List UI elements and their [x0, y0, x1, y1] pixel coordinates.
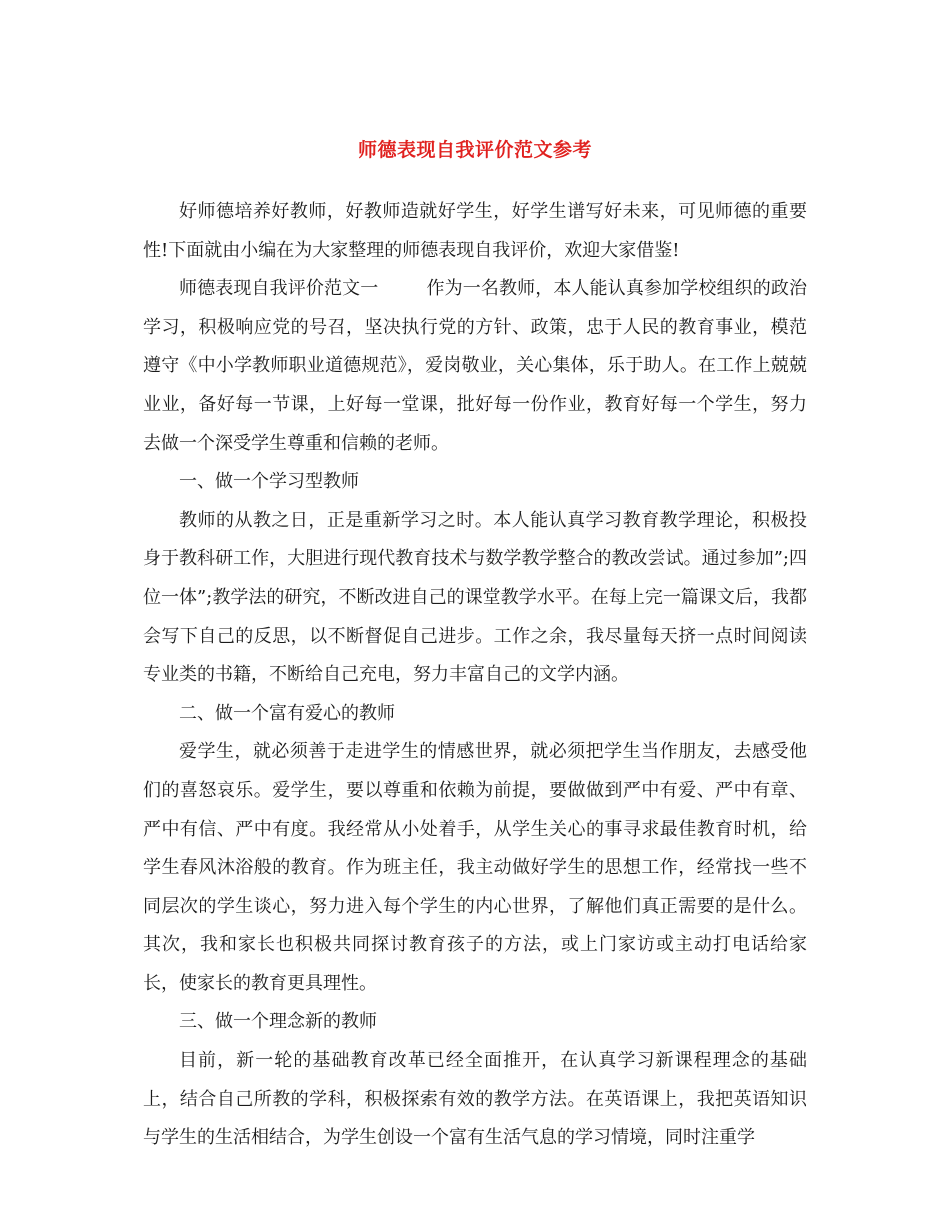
paragraph-text: 好师德培养好教师，好教师造就好学生，好学生谱写好未来，可见师德的重要性!下面就由小编在为大家整理的师德表现自我评价，欢迎大家借鉴! [143, 201, 807, 261]
paragraph-sample-one [143, 270, 807, 463]
heading-text: 二、做一个富有爱心的教师 [179, 702, 395, 724]
section-heading-2 [143, 695, 807, 734]
paragraph-text: 教师的从教之日，正是重新学习之时。本人能认真学习教育教学理论，积极投身于教科研工作，大胆进行现代教育技术与数学教学整合的教改尝试。通过参加”;四位一体”;教学法的研究，不断改进自己的课堂教学水平。在每上完一篇课文后，我都会写下自己的反思，以不断督促自己进步。工作之余，我尽量每天挤一点时间阅读专业类的书籍，不断给自己充电，努力丰富自己的文学内涵。 [143, 509, 807, 686]
heading-text: 三、做一个理念新的教师 [179, 1011, 377, 1033]
section-lead: 师德表现自我评价范文一 [179, 278, 379, 300]
paragraph-concept [143, 1042, 807, 1158]
paragraph-text: 目前，新一轮的基础教育改革已经全面推开，在认真学习新课程理念的基础上，结合自己所教的学科，积极探索有效的教学方法。在英语课上，我把英语知识与学生的生活相结合，为学生创设一个富有生活气息的学习情境，同时注重学 [143, 1050, 807, 1149]
section-heading-3 [143, 1003, 807, 1042]
section-heading-1 [143, 463, 807, 502]
heading-text: 一、做一个学习型教师 [179, 471, 359, 493]
paragraph-text: 作为一名教师，本人能认真参加学校组织的政治学习，积极响应党的号召，坚决执行党的方针、政策，忠于人民的教育事业，模范遵守《中小学教师职业道德规范》，爱岗敬业，关心集体，乐于助人。在工作上兢兢业业，备好每一节课，上好每一堂课，批好每一份作业，教育好每一个学生，努力去做一个深受学生尊重和信赖的老师。 [143, 278, 807, 454]
document-body [143, 193, 807, 1158]
paragraph-love [143, 733, 807, 1003]
document-title: 师德表现自我评价范文参考 [357, 139, 592, 161]
paragraph-learning [143, 502, 807, 695]
paragraph-intro [143, 193, 807, 270]
paragraph-text: 爱学生，就必须善于走进学生的情感世界，就必须把学生当作朋友，去感受他们的喜怒哀乐。爱学生，要以尊重和依赖为前提，要做做到严中有爱、严中有章、严中有信、严中有度。我经常从小处着手，从学生关心的事寻求最佳教育时机，给学生春风沐浴般的教育。作为班主任，我主动做好学生的思想工作，经常找一些不同层次的学生谈心，努力进入每个学生的内心世界，了解他们真正需要的是什么。其次，我和家长也积极共同探讨教育孩子的方法，或上门家访或主动打电话给家长，使家长的教育更具理性。 [143, 741, 807, 994]
